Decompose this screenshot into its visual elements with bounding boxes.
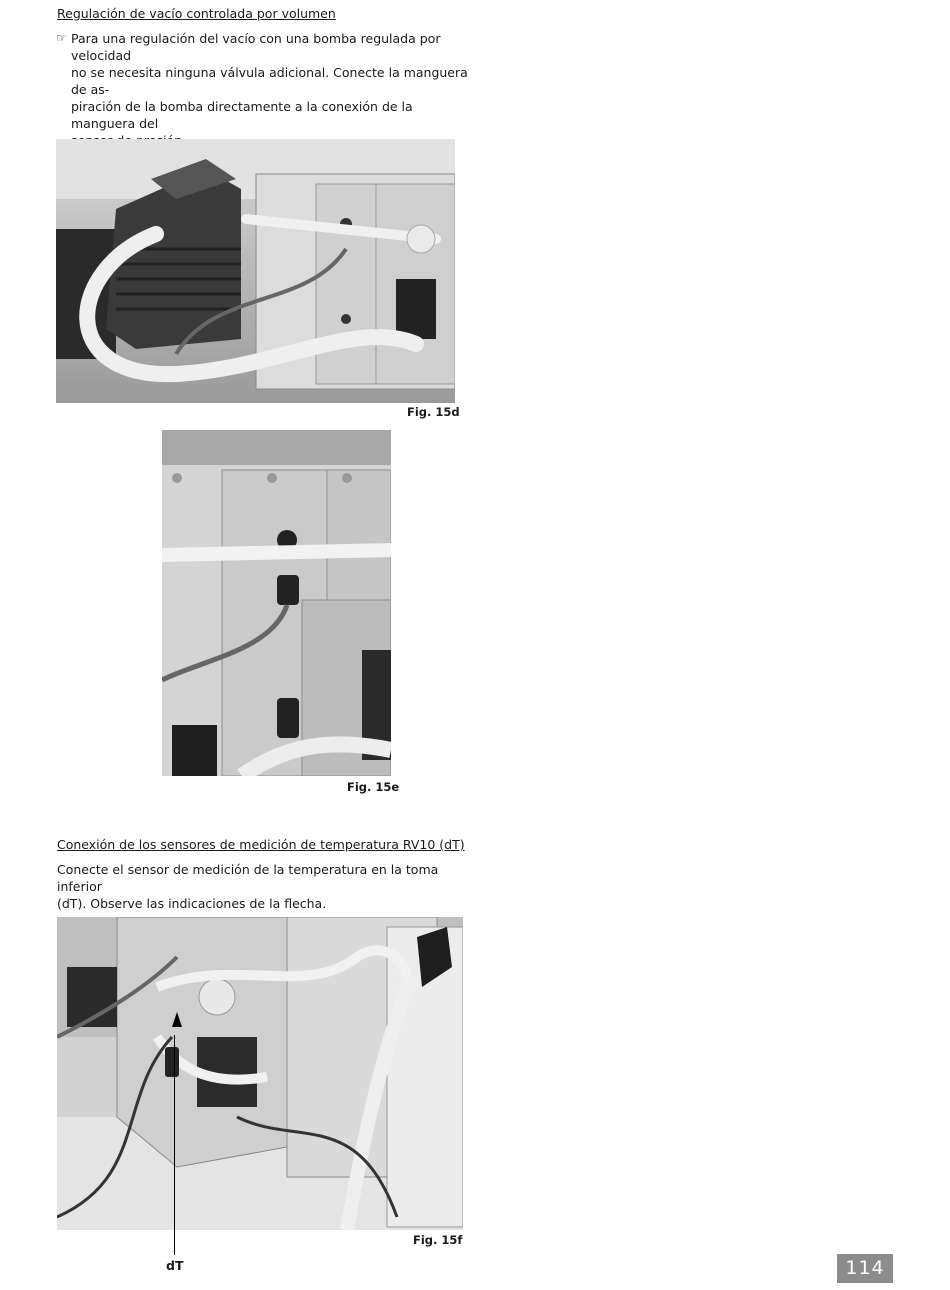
section-heading-volume-control: Regulación de vacío controlada por volumen: [57, 6, 336, 21]
fig15d-caption: Fig. 15d: [407, 405, 460, 419]
section2-line-1: Conecte el sensor de medición de la temperatura en la toma inferior: [57, 862, 439, 894]
section-heading-temperature-sensors: Conexión de los sensores de medición de temperatura RV10 (dT): [57, 837, 465, 852]
page-number: 114: [837, 1254, 893, 1283]
section1-line-3: piración de la bomba directamente a la conexión de la manguera del: [71, 99, 413, 131]
fig15e-caption: Fig. 15e: [347, 780, 400, 794]
fig15f-caption: Fig. 15f: [413, 1233, 463, 1247]
section1-line-2: no se necesita ninguna válvula adicional. Conecte la manguera de as-: [71, 65, 468, 97]
section2-line-2: (dT). Observe las indicaciones de la flecha.: [57, 896, 327, 911]
fig15f-photo: [57, 917, 463, 1230]
dt-label: dT: [166, 1258, 184, 1273]
fig15e-photo: [162, 430, 391, 776]
section2-paragraph: [57, 861, 467, 912]
dt-pointer-line: [174, 1035, 175, 1255]
pointing-hand-icon: ☞: [56, 31, 67, 45]
fig15d-photo: [56, 139, 455, 403]
section1-line-1: Para una regulación del vacío con una bomba regulada por velocidad: [71, 31, 441, 63]
